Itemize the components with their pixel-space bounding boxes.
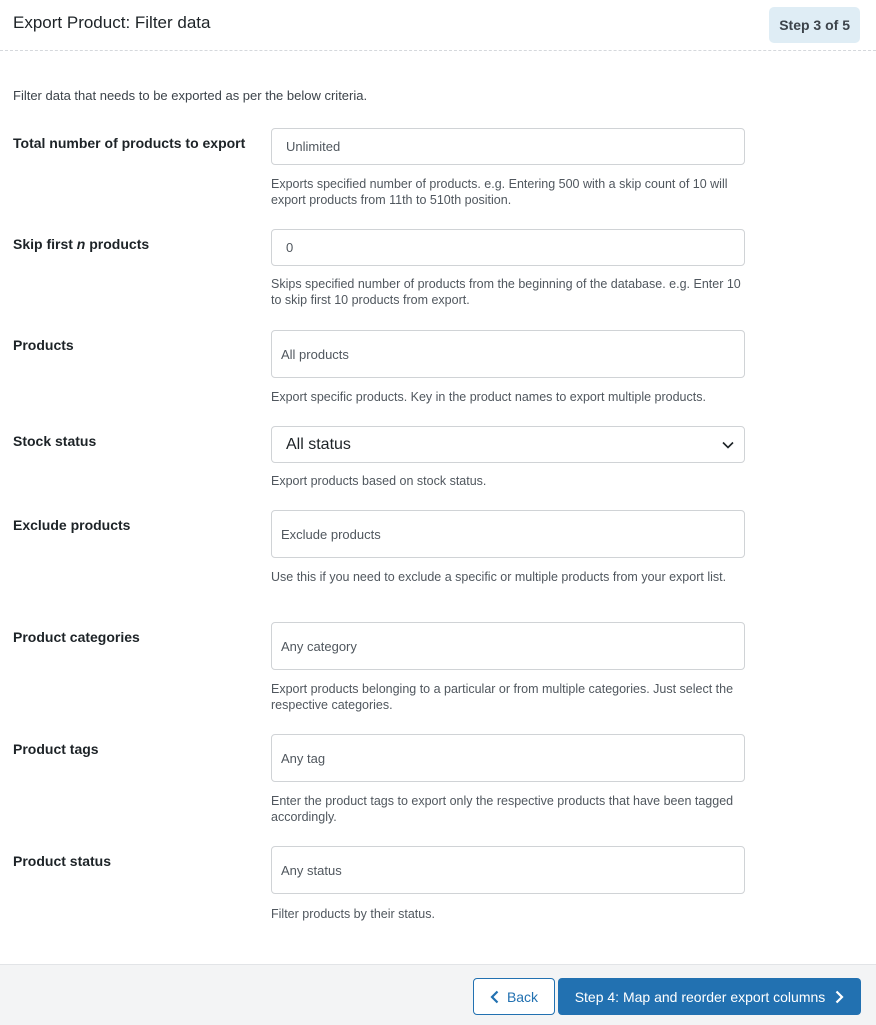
- product-tags-input[interactable]: [271, 734, 745, 782]
- product-status-help: Filter products by their status.: [271, 907, 435, 921]
- skip-products-value: 0: [286, 240, 294, 255]
- stock-status-label: Stock status: [13, 433, 97, 449]
- exclude-products-placeholder: Exclude products: [281, 526, 381, 542]
- intro-text: Filter data that needs to be exported as per the below criteria.: [13, 88, 368, 103]
- skip-products-label: Skip first n products: [13, 236, 150, 252]
- product-tags-label: Product tags: [13, 741, 99, 757]
- back-button[interactable]: [473, 978, 555, 1015]
- next-step-label: Step 4: Map and reorder export columns: [574, 988, 826, 1005]
- footer-bar: [0, 964, 876, 1025]
- back-label: Back: [506, 988, 539, 1005]
- product-tags-placeholder: Any tag: [281, 750, 326, 766]
- chevron-left-icon: [490, 990, 499, 1004]
- page-header: [0, 0, 876, 51]
- total-products-label: Total number of products to export: [13, 135, 246, 151]
- product-status-placeholder: Any status: [281, 862, 342, 878]
- exclude-products-label: Exclude products: [13, 517, 131, 533]
- product-status-label: Product status: [13, 853, 112, 869]
- chevron-right-icon: [835, 990, 844, 1004]
- product-categories-help: Export products belonging to a particular or from multiple categories. Just select the respective categories.: [271, 682, 734, 712]
- chevron-down-icon: [722, 441, 734, 449]
- stock-status-help: Export products based on stock status.: [271, 474, 487, 488]
- exclude-products-help: Use this if you need to exclude a specific or multiple products from your export list.: [271, 570, 727, 584]
- products-placeholder: All products: [281, 346, 349, 362]
- product-status-input[interactable]: [271, 846, 745, 894]
- total-products-help: Exports specified number of products. e.g. Entering 500 with a skip count of 10 will export products from 11th to 510th position.: [271, 177, 728, 207]
- product-categories-input[interactable]: [271, 622, 745, 670]
- total-products-input[interactable]: [271, 128, 745, 165]
- product-categories-placeholder: Any category: [281, 638, 357, 654]
- products-label: Products: [13, 337, 74, 353]
- products-input[interactable]: [271, 330, 745, 378]
- total-products-value: Unlimited: [286, 139, 341, 154]
- exclude-products-input[interactable]: [271, 510, 745, 558]
- stock-status-selected: All status: [286, 435, 351, 453]
- next-step-button[interactable]: [558, 978, 861, 1015]
- products-help: Export specific products. Key in the product names to export multiple products.: [271, 390, 706, 404]
- skip-products-help: Skips specified number of products from the beginning of the database. e.g. Enter 10 to skip first 10 products from export.: [271, 277, 741, 307]
- skip-products-input[interactable]: [271, 229, 745, 266]
- product-tags-help: Enter the product tags to export only the respective products that have been tagged accordingly.: [271, 794, 734, 824]
- page-title: Export Product: Filter data: [13, 13, 211, 32]
- step-badge: Step 3 of 5: [769, 7, 860, 43]
- product-categories-label: Product categories: [13, 629, 140, 645]
- stock-status-select[interactable]: [271, 426, 745, 463]
